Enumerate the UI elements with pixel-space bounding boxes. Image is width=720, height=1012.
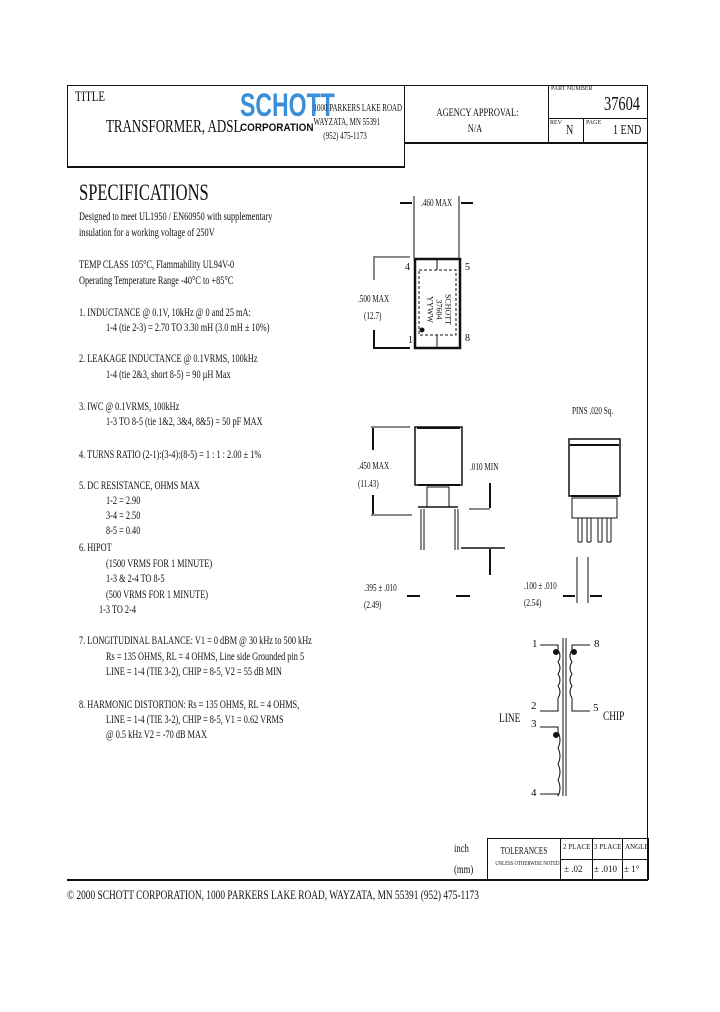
spec-line-text: LINE = 1-4 (TIE 3-2), CHIP = 8-5, V1 = 0.62 VRMS [106, 714, 284, 726]
pins-note-text: PINS .020 Sq. [572, 406, 614, 417]
pin-spacing-mm: (2.49) [364, 600, 382, 611]
agency-value: N/A [467, 121, 483, 135]
side-height-mm: (11.43) [358, 479, 379, 490]
tolerances-sublabel: UNLESS OTHERWISE NOTED [495, 861, 560, 867]
spec-line-text: 1-2 = 2.90 [106, 495, 141, 507]
pin-spacing-text: .395 ± .010 [364, 583, 397, 594]
units-mm: (mm) [454, 862, 474, 876]
pin-spacing-dim [364, 580, 410, 614]
marking-line: 37604 [434, 299, 444, 320]
tol-value-2place: ± .02 [564, 864, 583, 874]
spec-line-text: Operating Temperature Range -40°C to +85°C [79, 275, 234, 287]
pins-note [572, 406, 629, 417]
tolerances-table [487, 838, 649, 880]
spec-line-text: 1-4 (tie 2-3) = 2.70 TO 3.30 mH (3.0 mH ± 10%) [106, 322, 270, 334]
tolerances-label: TOLERANCES [500, 846, 548, 857]
tol-header-3place: 3 PLACE [594, 843, 622, 851]
agency-label: AGENCY APPROVAL: [436, 105, 519, 119]
spec-line-text: (500 VRMS FOR 1 MINUTE) [106, 589, 208, 601]
top-view [373, 196, 473, 348]
spec-line-text: TEMP CLASS 105°C, Flammability UL94V-0 [79, 259, 235, 271]
tol-value-angle: ± 1° [624, 864, 640, 874]
top-width-text: .460 MAX [421, 198, 453, 209]
pin-label-4: 4 [405, 262, 410, 273]
spec-line-text: @ 0.5 kHz V2 = -70 dB MAX [106, 729, 207, 741]
spec-line-text: 1. INDUCTANCE @ 0.1V, 10kHz @ 0 and 25 mA: [79, 307, 251, 319]
schematic-pin-5: 5 [593, 702, 599, 714]
units-label [454, 838, 481, 880]
spec-line-text: 6. HIPOT [79, 542, 112, 554]
side-height-text: .450 MAX [358, 461, 390, 472]
pin-label-8: 8 [465, 333, 470, 344]
top-height-mm: (12.7) [364, 311, 382, 322]
logo-corporation: CORPORATION [240, 122, 314, 134]
schematic-pin-4: 4 [531, 787, 537, 799]
spec-line-text: 4. TURNS RATIO (2-1):(3-4):(8-5) = 1 : 1 : 2.00 ± 1% [79, 449, 262, 461]
page-label: PAGE [586, 120, 602, 126]
logo-schott: SCHOTT [240, 87, 335, 123]
copyright-text: © 2000 SCHOTT CORPORATION, 1000 PARKERS LAKE ROAD, WAYZATA, MN 55391 (952) 475-1173 [67, 887, 479, 902]
spec-line-text: 1-3 TO 8-5 (tie 1&2, 3&4, 8&5) = 50 pF MAX [106, 416, 263, 428]
schematic-line-label [499, 710, 529, 726]
pin-label-5: 5 [465, 262, 470, 273]
marking-line: SCHOTT [443, 293, 453, 326]
spec-line-text: Designed to meet UL1950 / EN60950 with supplementary [79, 211, 273, 223]
side-view [371, 427, 505, 596]
spec-line-text: 5. DC RESISTANCE, OHMS MAX [79, 480, 200, 492]
schematic-pin-1: 1 [532, 638, 538, 650]
schematic-chip-label [603, 708, 633, 724]
address-line: (952) 475-1173 [323, 131, 367, 142]
spec-line-text: insulation for a working voltage of 250V [79, 227, 215, 239]
spec-line-text: 3-4 = 2.50 [106, 510, 141, 522]
spec-line-text: LINE = 1-4 (TIE 3-2), CHIP = 8-5, V2 = 55 dB MIN [106, 666, 282, 678]
top-height-text: .500 MAX [358, 294, 390, 305]
spec-line-text: 1-3 TO 2-4 [99, 604, 136, 616]
pin-pitch-dim [524, 578, 570, 612]
document-title-text: TRANSFORMER, ADSL [106, 116, 242, 136]
schematic-pin-8: 8 [594, 638, 600, 650]
spec-line-text: 8. HARMONIC DISTORTION: Rs = 135 OHMS, RL = 4 OHMS, [79, 699, 300, 711]
title-label-text: TITLE [75, 89, 105, 105]
rev-label: REV [550, 120, 562, 126]
schematic-pin-3: 3 [531, 718, 537, 730]
spec-line-text: 8-5 = 0.40 [106, 525, 141, 537]
top-height-dim [358, 291, 401, 325]
spec-line-text: Rs = 135 OHMS, RL = 4 OHMS, Line side Grounded pin 5 [106, 651, 305, 663]
part-number-label: PART NUMBER [551, 86, 593, 92]
pin-pitch-mm: (2.54) [524, 598, 542, 609]
spec-line-text: 2. LEAKAGE INDUCTANCE @ 0.1VRMS, 100kHz [79, 353, 258, 365]
spec-line-text: 1-3 & 2-4 TO 8-5 [106, 573, 165, 585]
marking-line: YYWW [425, 296, 435, 323]
standoff-dim [470, 462, 509, 473]
spec-line-text: 3. IWC @ 0.1VRMS, 100kHz [79, 401, 180, 413]
copyright-footer [67, 887, 639, 903]
spec-heading-text: SPECIFICATIONS [79, 180, 209, 205]
spec-line-text: 1-4 (tie 2&3, short 8-5) = 90 µH Max [106, 369, 231, 381]
tol-header-angle: ANGLE [625, 843, 649, 851]
end-view [563, 439, 620, 603]
schematic-pin-2: 2 [531, 700, 537, 712]
address-line: WAYZATA, MN 55391 [313, 117, 381, 128]
line-label-text: LINE [499, 710, 521, 725]
page-text: 1 END [613, 123, 642, 138]
top-width-dim [421, 198, 464, 209]
chip-label-text: CHIP [603, 708, 625, 723]
units-inch: inch [454, 841, 469, 855]
side-height-dim [358, 458, 401, 494]
pin-pitch-text: .100 ± .010 [524, 581, 557, 592]
standoff-text: .010 MIN [470, 462, 499, 473]
pin-label-1: 1 [408, 335, 413, 346]
part-marking [424, 272, 454, 332]
address-line: 1000 PARKERS LAKE ROAD [313, 103, 403, 114]
spec-line-text: 7. LONGITUDINAL BALANCE: V1 = 0 dBM @ 30 kHz to 500 kHz [79, 635, 312, 647]
rev-text: N [566, 123, 574, 138]
tol-header-2place: 2 PLACE [563, 843, 591, 851]
transformer-schematic [540, 638, 590, 796]
tol-value-3place: ± .010 [594, 864, 617, 874]
part-number-value: 37604 [604, 93, 640, 115]
spec-line-text: (1500 VRMS FOR 1 MINUTE) [106, 558, 213, 570]
